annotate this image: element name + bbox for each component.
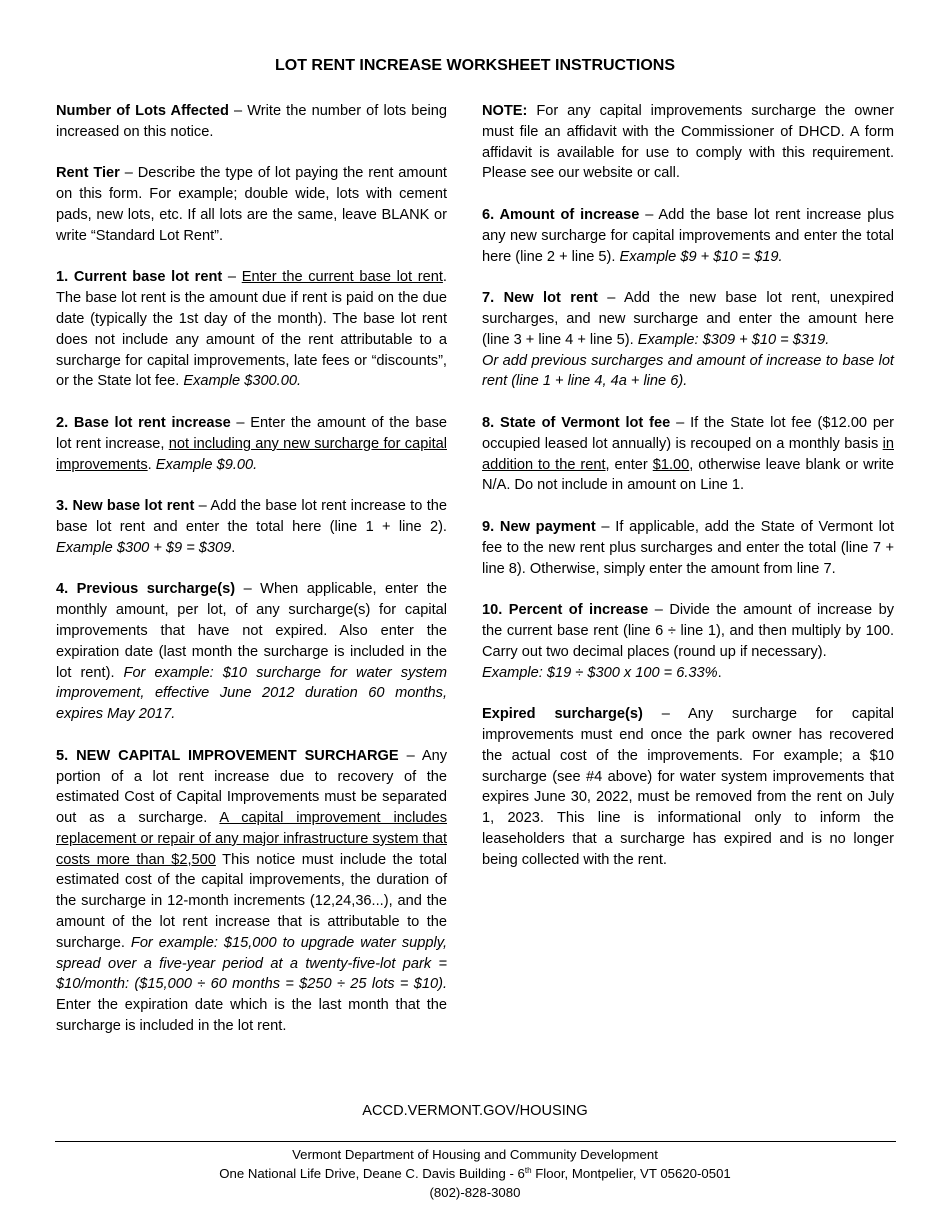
instruction-label: 10. Percent of increase xyxy=(482,602,649,619)
footer-divider xyxy=(55,1141,896,1142)
instruction-label: 4. Previous surcharge(s) xyxy=(56,581,236,598)
instruction-label: 6. Amount of increase xyxy=(482,206,640,223)
instruction-label: NOTE: xyxy=(482,103,528,119)
footer xyxy=(0,1145,950,1202)
instruction-label: 8. State of Vermont lot fee xyxy=(482,414,671,431)
instruction-label: Expired surcharge(s) xyxy=(482,706,643,723)
instruction-label: Rent Tier xyxy=(56,165,120,182)
instruction-6-amount-of-increase: 6. Amount of increase – Add the base lot rent increase plus any new surcharge for capital improvements and enter the total here (line 2 + line 5). Example $9 + $10 = $19. xyxy=(482,206,894,265)
example-text: Or add previous surcharges and amount of increase to base lot rent (line 1 + line 4, 4a + line 6). xyxy=(482,352,894,390)
instruction-4-previous-surcharges: 4. Previous surcharge(s) – When applicable, enter the monthly amount, per lot, of any surcharge(s) for capital improvements that have not expired. Also enter the expiration date (last month the surcharge is included in the lot rent). For example: $10 surcharge for water system improvement, effective June 2012 duration 60 months, expires May 2017. xyxy=(56,581,447,723)
example-text: Example $300 + $9 = $309 xyxy=(56,539,232,556)
instruction-1-current-base-rent: 1. Current base lot rent – Enter the current base lot rent. The base lot rent is the amount due if rent is paid on the due date (typically the 1st day of the month). The base lot rent does not include any amount of the rent attributable to a surcharge for capital improvements, late fees or “discounts”, or the State lot fee. Example $300.00. xyxy=(56,269,447,390)
instruction-note: NOTE: For any capital improvements surcharge the owner must file an affidavit with the Commissioner of DHCD. A form affidavit is available for use to comply with this requirement. Please see our website or call. xyxy=(482,103,894,182)
instruction-expired-surcharges: Expired surcharge(s) – Any surcharge for capital improvements must end once the park owner has recovered the actual cost of the improvements. For example; a $10 surcharge (see #4 above) for water system improvements that expires June 30, 2022, must be removed from the rent on July 1, 2023. This line is informational only to inform the leaseholders that a surcharge has expired and is no longer being collected with the rent. xyxy=(482,706,894,868)
instruction-label: 9. New payment xyxy=(482,518,596,535)
footer-department: Vermont Department of Housing and Community Development xyxy=(292,1147,658,1162)
instruction-2-base-rent-increase: 2. Base lot rent increase – Enter the amount of the base lot rent increase, not including any new surcharge for capital improvements. Example $9.00. xyxy=(56,414,447,473)
example-text: For example: $10 surcharge for water system improvement, effective June 2012 duration 60 months, expires May 2017. xyxy=(56,664,447,723)
website-url: ACCD.VERMONT.GOV/HOUSING xyxy=(362,1103,588,1119)
instruction-8-state-lot-fee: 8. State of Vermont lot fee – If the State lot fee ($12.00 per occupied leased lot annually) is recouped on a monthly basis in addition to the rent, enter $1.00, otherwise leave blank or write N/A. Do not include in amount on Line 1. xyxy=(482,414,894,494)
example-text: Example: $309 + $10 = $319. xyxy=(637,331,830,348)
example-text: Example $300.00. xyxy=(183,373,302,390)
left-column xyxy=(56,101,447,1058)
instruction-rent-tier: Rent Tier – Describe the type of lot paying the rent amount on this form. For example; double wide, lots with cement pads, new lots, etc. If all lots are the same, leave BLANK or write “Standard Lot Rent”. xyxy=(56,165,447,244)
instruction-lots-affected: Number of Lots Affected – Write the number of lots being increased on this notice. xyxy=(56,103,447,140)
instruction-label: 5. NEW CAPITAL IMPROVEMENT SURCHARGE xyxy=(56,747,399,764)
footer-phone: (802)-828-3080 xyxy=(429,1185,521,1200)
instruction-label: 7. New lot rent xyxy=(482,290,598,307)
right-column xyxy=(482,101,894,891)
instruction-9-new-payment: 9. New payment – If applicable, add the State of Vermont lot fee to the new rent plus surcharges and enter the total (line 7 + line 8). Otherwise, simply enter the amount from line 7. xyxy=(482,518,895,577)
example-text: Example $9.00. xyxy=(155,456,258,473)
instruction-label: 2. Base lot rent increase xyxy=(56,414,231,431)
page-title: LOT RENT INCREASE WORKSHEET INSTRUCTIONS xyxy=(274,57,675,74)
instruction-5-new-capital-surcharge: 5. NEW CAPITAL IMPROVEMENT SURCHARGE – Any portion of a lot rent increase due to recovery of the estimated Cost of Capital Improvements must be separated out as a surcharge. A capital improvement includes replacement or repair of any major infrastructure system that costs more than $2,500 This notice must include the total estimated cost of the capital improvements, the duration of the surcharge in 12-month increments (12,24,36...), and the amount of the lot rent increase that is attributable to the surcharge. For example: $15,000 to upgrade water supply, spread over a five-year period at a twenty-five-lot park = $10/month: ($15,000 ÷ 60 months = $250 ÷ 25 lots = $10). Enter the expiration date which is the last month that the surcharge is included in the lot rent. xyxy=(56,747,447,1035)
example-text: Example $9 + $10 = $19. xyxy=(619,248,783,265)
instruction-7-new-lot-rent: 7. New lot rent – Add the new base lot rent, unexpired surcharges, and new surcharge and enter the amount here (line 3 + line 4 + line 5). Example: $309 + $10 = $319. Or add previous surcharges and amount of increase to base lot rent (line 1 + line 4, 4a + line 6). xyxy=(482,290,894,390)
instruction-3-new-base-rent: 3. New base lot rent – Add the base lot rent increase to the base lot rent and enter the total here (line 1 + line 2). Example $300 + $9 = $309. xyxy=(56,498,447,556)
example-text: Example: $19 ÷ $300 x 100 = 6.33% xyxy=(482,664,718,681)
instruction-label: 1. Current base lot rent xyxy=(56,269,223,286)
example-text: For example: $15,000 to upgrade water supply, spread over a five-year period at a twenty-five-lot park = $10/month: ($15,000 ÷ 60 months = $250 ÷ 25 lots = $10). xyxy=(56,934,447,993)
instruction-label: Number of Lots Affected xyxy=(56,103,229,119)
footer-address: One National Life Drive, Deane C. Davis Building - 6th Floor, Montpelier, VT 05620-0501 xyxy=(219,1166,731,1181)
instruction-label: 3. New base lot rent xyxy=(56,498,195,515)
instruction-10-percent-of-increase: 10. Percent of increase – Divide the amount of increase by the current base rent (line 6 ÷ line 1), and then multiply by 100. Carry out two decimal places (round up if necessary). Example: $19 ÷ $300 x 100 = 6.33%. xyxy=(482,602,894,681)
